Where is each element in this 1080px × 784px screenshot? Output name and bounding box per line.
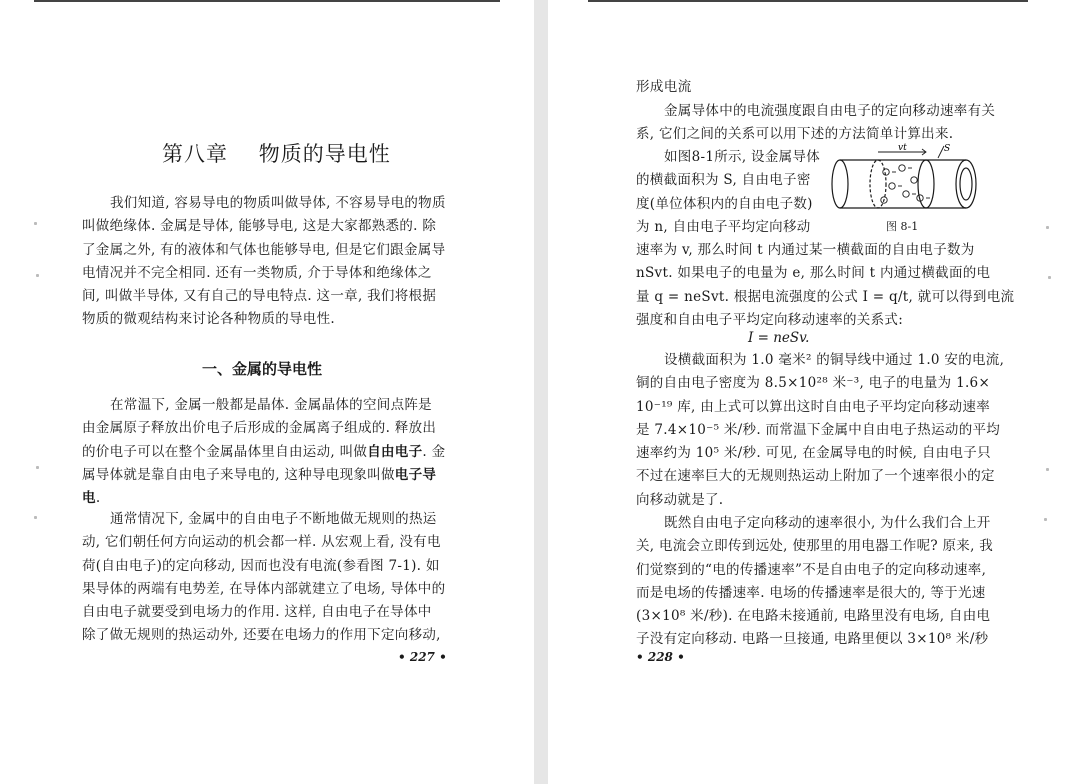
text-line: 的横截面积为 S, 自由电子密 [636,172,811,189]
conductor-figure [826,142,990,216]
scan-speck [1048,276,1051,279]
text-line: 而是电场的传播速率. 电场的传播速率是很大的, 等于光速 [636,584,986,601]
text-line: 如图8-1所示, 设金属导体 [664,149,821,165]
text-line: 不过在速率巨大的无规则热运动上附加了一个速率很小的定 [636,468,995,485]
conductor-cylinder [832,146,976,208]
paragraph-intro [636,100,995,147]
text-line: (3×10⁸ 米/秒). 在电路未接通前, 电路里没有电场, 自由电 [636,608,991,625]
text-line: 荷(自由电子)的定向移动, 因而也没有电流(参看图 7-1). 如 [82,557,440,574]
electrons [881,165,930,203]
text-line: 电情况并不完全相同. 还有一类物质, 介于导体和绝缘体之 [82,264,432,281]
bold-term: 自由电子 [367,443,423,460]
paragraph-derivation-wrapped [636,146,820,239]
formula: I = neSv. [748,330,810,346]
text-line: nSvt. 如果电子的电量为 e, 那么时间 t 内通过横截面的电 [636,265,991,282]
scan-speck [1046,226,1049,229]
figure-label-vt: vt [898,143,907,153]
intro-paragraph [82,192,446,332]
paragraph-field-propagation [636,512,993,652]
figure-caption: 图 8-1 [886,220,919,233]
paragraph-thermal-motion [82,508,445,648]
text-line: 速率约为 10⁵ 米/秒. 可见, 在金属导电的时候, 自由电子只 [636,445,991,462]
text-span: 的价电子可以在整个金属晶体里自由运动, 叫做 [82,443,368,460]
text-line: 动, 它们朝任何方向运动的机会都一样. 从宏观上看, 没有电 [82,534,441,551]
text-line: 们觉察到的“电的传播速率”不是自由电子的定向移动速率, [636,561,987,578]
bold-term: 电 [82,490,96,507]
text-line: 量 q = neSvt. 根据电流强度的公式 I = q/t, 就可以得到电流 [636,288,1015,305]
text-line: 果导体的两端有电势差, 在导体内部就建立了电场, 导体中的 [82,580,446,597]
text-span: 属导体就是靠自由电子来导电的, 这种导电现象叫做 [82,466,395,483]
text-line: 物质的微观结构来讨论各种物质的导电性. [82,311,335,328]
paragraph-continuation: 形成电流 [636,79,692,95]
text-line: 系, 它们之间的关系可以用下述的方法简单计算出来. [636,126,954,143]
text-line: 度(单位体积内的自由电子数) [636,195,813,212]
text-line: 关, 电流会立即传到远处, 使那里的用电器工作呢? 原来, 我 [636,538,994,555]
chapter-title: 第八章 物质的导电性 [162,142,391,166]
left-page [0,0,534,784]
paragraph-example [636,349,1004,512]
text-line: 设横截面积为 1.0 毫米² 的铜导线中通过 1.0 安的电流, [664,352,1005,368]
bold-term: 电子导 [394,466,437,483]
text-line: 在常温下, 金属一般都是晶体. 金属晶体的空间点阵是 [110,397,432,413]
text-line: 叫做绝缘体. 金属是导体, 能够导电, 这是大家都熟悉的. 除 [82,218,437,235]
text-line: 是 7.4×10⁻⁵ 米/秒. 而常温下金属中自由电子热运动的平均 [636,421,1001,438]
text-line [82,464,445,487]
top-rule [34,0,500,2]
text-line: 通常情况下, 金属中的自由电子不断地做无规则的热运 [110,511,437,527]
text-line: 为 n, 自由电子平均定向移动 [636,218,811,235]
text-line: 除了做无规则的热运动外, 还要在电场力的作用下定向移动, [82,627,441,644]
text-line: 了金属之外, 有的液体和气体也能够导电, 但是它们跟金属导 [82,241,446,258]
paragraph-free-electrons [82,394,445,510]
text-line [82,441,445,464]
text-line: 子没有定向移动. 电路一旦接通, 电路里便以 3×10⁸ 米/秒 [636,631,989,648]
section-title: 一、金属的导电性 [202,360,323,378]
text-span: . [95,490,101,507]
text-line: 既然自由电子定向移动的速率很小, 为什么我们合上开 [664,515,991,531]
text-line [82,487,445,510]
page-gutter [534,0,548,784]
scan-speck [34,516,37,519]
scan-speck [36,466,39,469]
scan-speck [36,274,39,277]
text-line: 金属导体中的电流强度跟自由电子的定向移动速率有关 [664,103,996,119]
scan-speck [1046,468,1049,471]
text-line: 自由电子就要受到电场力的作用. 这样, 自由电子在导体中 [82,604,432,621]
scan-speck [1044,518,1047,521]
page-number: • 227 • [398,650,447,664]
text-line: 强度和自由电子平均定向移动速率的关系式: [636,311,904,328]
text-span: . 金 [422,443,446,460]
text-line: 向移动就是了. [636,491,724,508]
text-line: 间, 叫做半导体, 又有自己的导电特点. 这一章, 我们将根据 [82,288,437,305]
top-rule [588,0,1028,2]
text-line: 速率为 v, 那么时间 t 内通过某一横截面的自由电子数为 [636,242,975,258]
paragraph-derivation [636,239,1014,332]
figure-label-s: S [944,144,951,154]
text-line: 铜的自由电子密度为 8.5×10²⁸ 米⁻³, 电子的电量为 1.6× [636,375,991,392]
right-page [548,0,1080,784]
text-line: 我们知道, 容易导电的物质叫做导体, 不容易导电的物质 [110,195,446,211]
text-line: 由金属原子释放出价电子后形成的金属离子组成的. 释放出 [82,420,437,437]
text-line: 10⁻¹⁹ 库, 由上式可以算出这时自由电子平均定向移动速率 [636,398,991,415]
page-number: • 228 • [636,650,685,664]
scan-speck [34,222,37,225]
